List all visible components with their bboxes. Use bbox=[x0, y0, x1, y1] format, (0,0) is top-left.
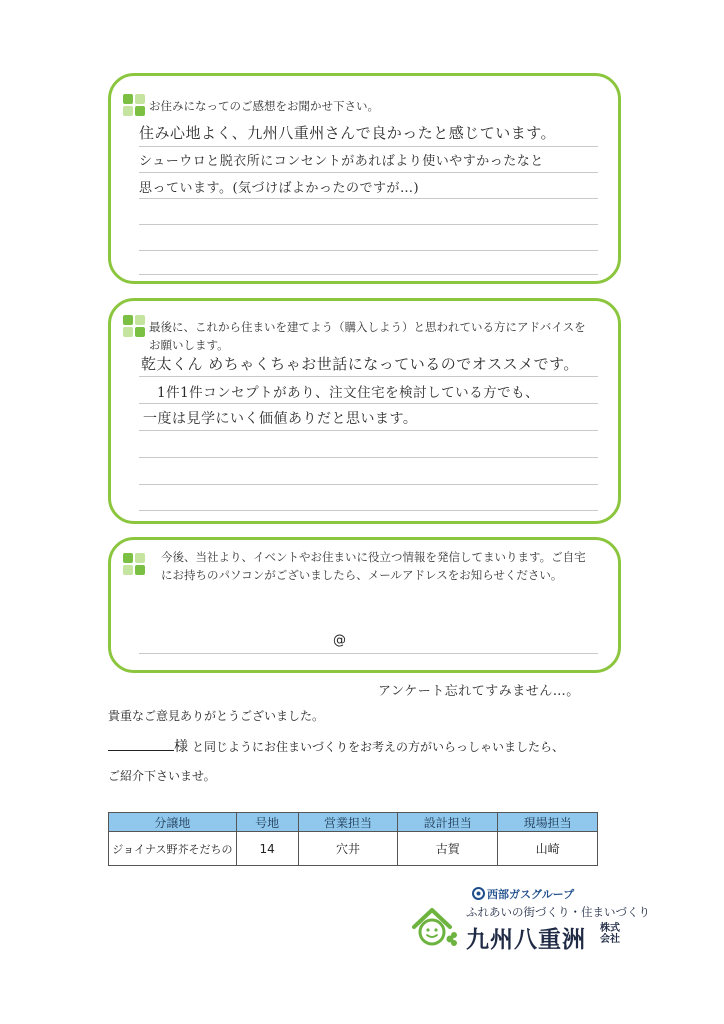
answer-line bbox=[139, 430, 598, 431]
green-squares-icon bbox=[123, 315, 147, 339]
email-request-text: 今後、当社より、イベントやお住まいに役立つ情報を発信してまいります。ご自宅にお持ちのパソコンがございましたら、メールアドレスをお知らせください。 bbox=[161, 550, 586, 582]
green-squares-icon bbox=[123, 553, 147, 577]
header-subdivision: 分譲地 bbox=[109, 813, 237, 832]
handwritten-answer-line: 乾太くん めちゃくちゃお世話になっているのでオススメです。 bbox=[141, 355, 579, 373]
answer-line bbox=[139, 510, 598, 511]
table-row bbox=[109, 832, 598, 866]
header-design-rep: 設計担当 bbox=[398, 813, 498, 832]
email-section bbox=[108, 537, 621, 673]
advice-section bbox=[108, 298, 621, 524]
email-line bbox=[139, 653, 598, 654]
handwritten-answer-line: 一度は見学にいく価値ありだと思います。 bbox=[143, 411, 418, 427]
answer-line bbox=[139, 172, 598, 173]
answer-line bbox=[139, 403, 598, 404]
table-header-row bbox=[109, 813, 598, 832]
answer-line bbox=[139, 484, 598, 485]
company-tagline: ふれあいの街づくり・住まいづくり bbox=[466, 905, 650, 919]
cell-site-rep: 山崎 bbox=[498, 832, 598, 866]
referral-text-line2: ご紹介下さいませ。 bbox=[108, 769, 216, 783]
answer-line bbox=[139, 146, 598, 147]
customer-name-blank bbox=[108, 736, 174, 751]
cell-sales-rep: 穴井 bbox=[298, 832, 398, 866]
handwritten-apology-note: アンケート忘れてすみません…。 bbox=[378, 684, 580, 699]
answer-line bbox=[139, 224, 598, 225]
referral-text-line1: と同じようにお住まいづくりをお考えの方がいらっしゃいましたら、 bbox=[192, 740, 565, 754]
handwritten-answer-line: 思っています。(気づけばよかったのですが…) bbox=[139, 181, 420, 196]
cell-lot-number: 14 bbox=[236, 832, 298, 866]
impressions-section bbox=[108, 73, 621, 284]
company-suffix: 株式会社 bbox=[600, 923, 620, 945]
company-logo bbox=[410, 885, 650, 953]
company-name: 九州八重洲 bbox=[466, 927, 586, 953]
answer-line bbox=[139, 274, 598, 275]
handwritten-answer-line: シューウロと脱衣所にコンセントがあればより使いやすかったなと bbox=[139, 154, 544, 169]
email-at-symbol: @ bbox=[333, 633, 346, 648]
header-lot-number: 号地 bbox=[236, 813, 298, 832]
answer-line bbox=[139, 198, 598, 199]
cell-subdivision: ジョイナス野芥そだちの bbox=[109, 832, 237, 866]
handwritten-answer-line: 1件1件コンセプトがあり、注文住宅を検討している方でも、 bbox=[157, 385, 540, 401]
answer-line bbox=[139, 250, 598, 251]
green-squares-icon bbox=[123, 94, 147, 118]
impressions-question: お住みになってのご感想をお聞かせ下さい。 bbox=[149, 99, 379, 113]
house-logo-icon bbox=[410, 905, 458, 949]
group-mark-icon bbox=[472, 887, 485, 900]
header-sales-rep: 営業担当 bbox=[298, 813, 398, 832]
property-info-table bbox=[108, 812, 598, 866]
advice-question: 最後に、これから住まいを建てよう（購入しよう）と思われている方にアドバイスをお願いします。 bbox=[149, 320, 586, 352]
answer-line bbox=[139, 457, 598, 458]
answer-line bbox=[139, 376, 598, 377]
thanks-text: 貴重なご意見ありがとうございました。 bbox=[108, 709, 325, 723]
cell-design-rep: 古賀 bbox=[398, 832, 498, 866]
handwritten-answer-line: 住み心地よく、九州八重州さんで良かったと感じています。 bbox=[139, 124, 557, 142]
header-site-rep: 現場担当 bbox=[498, 813, 598, 832]
group-name: 西部ガスグループ bbox=[487, 888, 575, 901]
honorific-sama: 様 bbox=[174, 739, 188, 755]
